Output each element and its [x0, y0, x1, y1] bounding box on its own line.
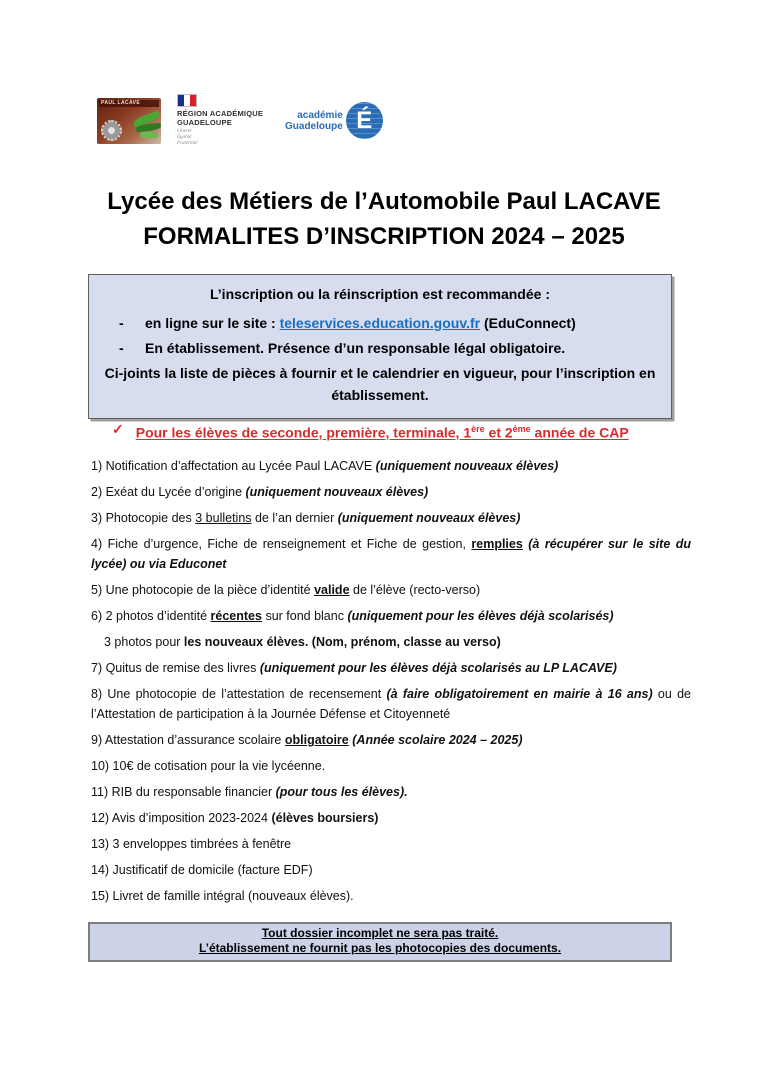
text-segment: (uniquement nouveaux élèves)	[337, 511, 521, 525]
bullet-text	[145, 336, 565, 361]
paul-lacave-logo	[97, 98, 161, 144]
text-segment: 10) 10€ de cotisation pour la vie lycéenne.	[91, 759, 326, 773]
text-segment: 9) Attestation d’assurance scolaire	[91, 733, 285, 747]
text-segment: (uniquement pour les élèves déjà scolarisés)	[347, 609, 614, 623]
list-item	[91, 756, 691, 776]
text-segment: (EduConnect)	[480, 315, 576, 331]
text-segment: 2) Exéat du Lycée d’origine	[91, 485, 246, 499]
leaf-icon	[140, 130, 159, 138]
list-item	[91, 886, 691, 906]
items-list	[91, 456, 691, 912]
motto-line: Égalité	[177, 135, 192, 140]
text-segment: de l’an dernier	[251, 511, 338, 525]
text-segment: 15) Livret de famille intégral (nouveaux élèves).	[91, 889, 354, 903]
list-item	[91, 860, 691, 880]
bullet-dash: -	[119, 315, 124, 331]
text-segment: ème	[512, 424, 531, 434]
text-segment: (uniquement nouveaux élèves)	[245, 485, 429, 499]
list-item	[91, 580, 691, 600]
text-segment: récentes	[210, 609, 262, 623]
list-item	[91, 456, 691, 476]
footer-notice-box	[88, 922, 672, 962]
text-segment: valide	[314, 583, 350, 597]
list-item	[91, 730, 691, 750]
list-item	[91, 658, 691, 678]
text-segment: ère	[471, 424, 485, 434]
text-segment: 6) 2 photos d’identité	[91, 609, 211, 623]
text-segment: (pour tous les élèves).	[275, 785, 408, 799]
text-segment: 1) Notification d’affectation au Lycée Paul LACAVE	[91, 459, 376, 473]
list-item	[91, 482, 691, 502]
text-segment: (uniquement nouveaux élèves)	[375, 459, 559, 473]
list-item	[91, 508, 691, 528]
text-segment: 3 bulletins	[195, 511, 252, 525]
text-segment: (élèves boursiers)	[271, 811, 379, 825]
text-segment: obligatoire	[284, 733, 349, 747]
text-segment: et 2	[484, 424, 513, 441]
text-segment: année de CAP	[530, 424, 629, 441]
text-segment: Pour les élèves de seconde, première, terminale, 1	[135, 424, 472, 441]
text-segment: 13) 3 enveloppes timbrées à fenêtre	[91, 837, 292, 851]
list-item-continuation	[91, 632, 691, 652]
header-logos	[97, 94, 383, 147]
bullet-text	[145, 311, 576, 336]
text-segment: 3) Photocopie des	[91, 511, 196, 525]
info-bullets	[101, 311, 659, 361]
footer-notice-line1: Tout dossier incomplet ne sera pas traité.	[261, 926, 499, 940]
academie-logo-line1: académie	[297, 109, 343, 121]
region-academique-logo	[177, 94, 269, 147]
footer-notice-line2: L’établissement ne fournit pas les photocopies des documents.	[198, 941, 562, 955]
info-bullet	[101, 336, 659, 361]
paul-lacave-logo-label: PAUL LACAVE	[99, 100, 159, 107]
academie-logo-line2: Guadeloupe	[285, 120, 343, 132]
text-segment: les nouveaux élèves.	[183, 635, 309, 649]
motto-line: Fraternité	[177, 141, 198, 146]
text-segment: remplies	[471, 537, 523, 551]
text-segment: 14) Justificatif de domicile (facture EDF)	[91, 863, 313, 877]
text-segment: 7) Quitus de remise des livres	[91, 661, 260, 675]
info-box-heading: L’inscription ou la réinscription est recommandée :	[210, 286, 550, 302]
academie-e-icon: É	[346, 102, 383, 139]
info-box-footer: Ci-joints la liste de pièces à fournir et le calendrier en vigueur, pour l’inscription en établissement.	[104, 365, 656, 403]
text-segment: En établissement. Présence d’un responsable légal obligatoire.	[145, 340, 566, 356]
text-segment: de l’élève (recto-verso)	[349, 583, 481, 597]
text-segment: sur fond blanc	[261, 609, 348, 623]
teleservices-link[interactable]: teleservices.education.gouv.fr	[279, 315, 481, 331]
text-segment: ou de l’Attestation de participation à la Journée Défense et Citoyenneté	[91, 687, 691, 721]
list-item	[91, 808, 691, 828]
list-item	[91, 534, 691, 574]
list-item	[91, 834, 691, 854]
section-heading-text	[136, 419, 629, 443]
text-segment: (à faire obligatoirement en mairie à 16 ans)	[386, 687, 653, 701]
page-title	[0, 184, 768, 254]
motto-line: Liberté	[177, 129, 192, 134]
list-item	[91, 684, 691, 724]
text-segment: (Nom, prénom, classe au verso)	[311, 635, 501, 649]
section-heading	[112, 419, 629, 443]
french-flag-icon	[177, 94, 197, 107]
title-line1: Lycée des Métiers de l’Automobile Paul LACAVE	[107, 188, 661, 215]
region-logo-line1: RÉGION ACADÉMIQUE	[177, 109, 264, 118]
text-segment: en ligne sur le site :	[145, 315, 280, 331]
text-segment: 4) Fiche d’urgence, Fiche de renseignement et Fiche de gestion,	[91, 537, 472, 551]
list-item	[91, 782, 691, 802]
text-segment: 8) Une photocopie de l’attestation de recensement	[91, 687, 387, 701]
info-box	[88, 274, 672, 419]
text-segment: (uniquement pour les élèves déjà scolarisés au LP LACAVE)	[259, 661, 617, 675]
checkmark-icon: ✓	[112, 421, 124, 437]
text-segment: 12) Avis d’imposition 2023-2024	[91, 811, 272, 825]
academie-logo-text	[285, 110, 343, 132]
text-segment: (à récupérer sur le site du lycée) ou via Educonet	[91, 537, 691, 571]
info-bullet	[101, 311, 659, 336]
republic-motto	[177, 129, 269, 147]
list-item	[91, 606, 691, 626]
academie-guadeloupe-logo	[285, 102, 383, 139]
text-segment: 5) Une photocopie de la pièce d’identité	[91, 583, 315, 597]
text-segment: 11) RIB du responsable financier	[91, 785, 276, 799]
text-segment: (Année scolaire 2024 – 2025)	[352, 733, 523, 747]
text-segment: 3 photos pour	[104, 635, 184, 649]
title-line2: FORMALITES D’INSCRIPTION 2024 – 2025	[143, 223, 625, 250]
region-logo-line2: GUADELOUPE	[177, 118, 232, 127]
bullet-dash: -	[119, 340, 124, 356]
gear-icon	[101, 120, 122, 141]
